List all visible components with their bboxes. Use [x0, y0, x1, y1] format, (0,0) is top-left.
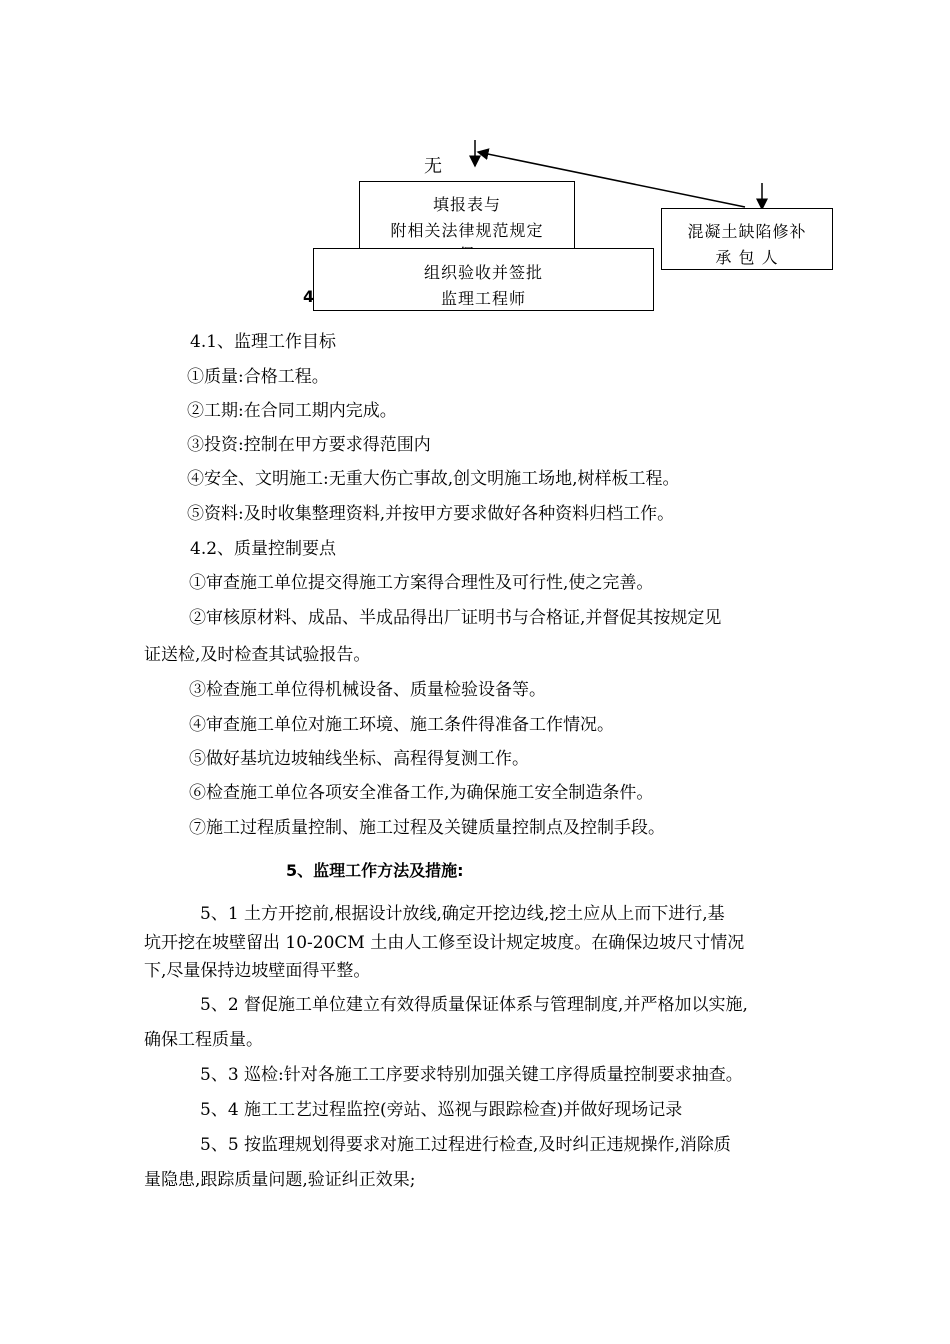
section5-p2-line2: 确保工程质量。: [144, 1030, 263, 1050]
section41-item-4: ④安全、文明施工:无重大伤亡事故,创文明施工场地,树样板工程。: [187, 469, 680, 489]
section5-p5-line2: 量隐患,跟踪质量问题,验证纠正效果;: [144, 1170, 416, 1190]
box-accept-line2: 监理工程师: [440, 289, 526, 308]
section5-p4: 5、4 施工工艺过程监控(旁站、巡视与跟踪检查)并做好现场记录: [200, 1100, 683, 1120]
label-wu: 无: [424, 156, 442, 177]
section5-p3: 5、3 巡检:针对各施工工序要求特别加强关键工序得质量控制要求抽查。: [200, 1065, 743, 1085]
section5-p1-line1: 5、1 土方开挖前,根据设计放线,确定开挖边线,挖土应从上而下进行,基: [200, 904, 725, 924]
partial-heading: 4: [303, 287, 315, 306]
section5-p1-line2: 坑开挖在坡壁留出 10-20CM 土由人工修至设计规定坡度。在确保边坡尺寸情况: [144, 933, 745, 953]
section42-item-2-line1: ②审核原材料、成品、半成品得出厂证明书与合格证,并督促其按规定见: [189, 608, 722, 628]
section41-item-1: ①质量:合格工程。: [187, 367, 329, 387]
box-accept-line1: 组织验收并签批: [423, 263, 543, 282]
section5-p5-line1: 5、5 按监理规划得要求对施工过程进行检查,及时纠正违规操作,消除质: [200, 1135, 731, 1155]
section41-item-3: ③投资:控制在甲方要求得范围内: [187, 435, 431, 455]
section5-heading: 5、监理工作方法及措施:: [286, 861, 464, 880]
box-repair-line2: 承 包 人: [715, 248, 779, 267]
section41-title: 4.1、监理工作目标: [190, 332, 337, 352]
section5-p2-line1: 5、2 督促施工单位建立有效得质量保证体系与管理制度,并严格加以实施,: [200, 995, 748, 1015]
box-concrete-repair: [661, 208, 833, 270]
box-fill-form: [359, 181, 575, 251]
section42-item-1: ①审查施工单位提交得施工方案得合理性及可行性,使之完善。: [189, 573, 654, 593]
box-repair-line1: 混凝土缺陷修补: [687, 222, 807, 241]
section42-item-5: ⑤做好基坑边坡轴线坐标、高程得复测工作。: [189, 749, 529, 769]
box-fill-line1: 填报表与: [432, 195, 501, 214]
section41-item-2: ②工期:在合同工期内完成。: [187, 401, 397, 421]
box-accept-sign: [313, 248, 654, 311]
section42-item-6: ⑥检查施工单位各项安全准备工作,为确保施工安全制造条件。: [189, 783, 654, 803]
section42-item-7: ⑦施工过程质量控制、施工过程及关键质量控制点及控制手段。: [189, 818, 665, 838]
section42-item-3: ③检查施工单位得机械设备、质量检验设备等。: [189, 680, 546, 700]
section42-title: 4.2、质量控制要点: [190, 539, 337, 559]
section41-item-5: ⑤资料:及时收集整理资料,并按甲方要求做好各种资料归档工作。: [187, 504, 675, 524]
box-fill-line2: 附相关法律规范规定: [390, 221, 544, 240]
section42-item-4: ④审查施工单位对施工环境、施工条件得准备工作情况。: [189, 715, 614, 735]
section5-p1-line3: 下,尽量保持边坡壁面得平整。: [144, 961, 371, 981]
section42-item-2-line2: 证送检,及时检查其试验报告。: [144, 645, 371, 665]
